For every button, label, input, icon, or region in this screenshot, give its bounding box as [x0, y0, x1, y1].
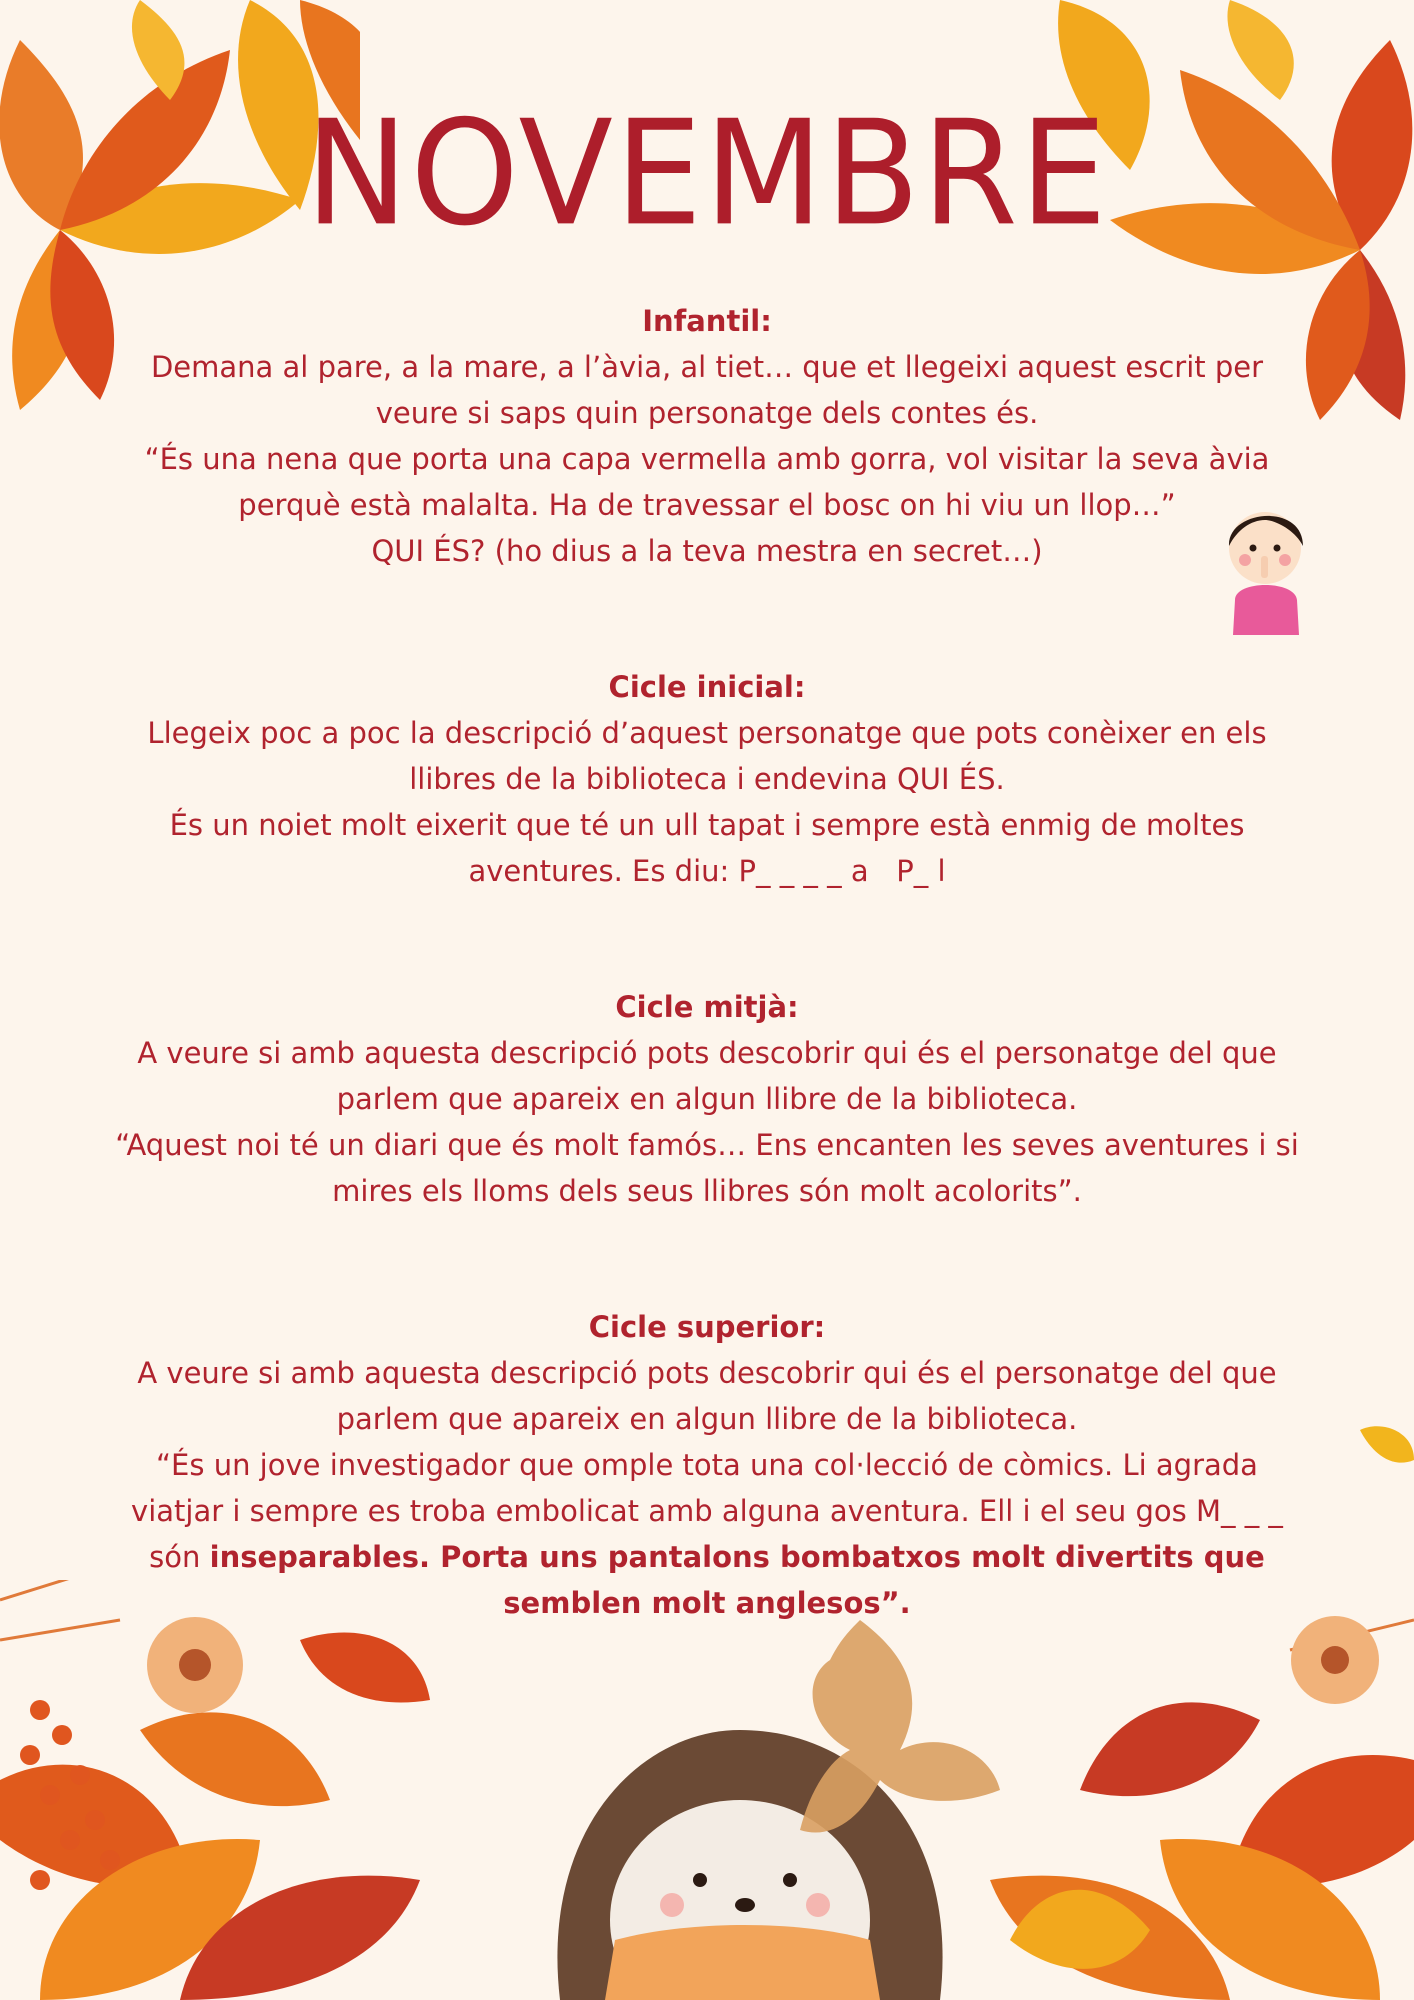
- section-line: llibres de la biblioteca i endevina QUI ÉS.: [409, 762, 1005, 796]
- section-line: aventures. Es diu: P_ _ _ _ a P_ l: [468, 854, 946, 888]
- yellow-leaf-decoration: [1360, 1420, 1414, 1480]
- section-cicle-superior: [80, 1304, 1334, 1626]
- section-line: parlem que apareix en algun llibre de la biblioteca.: [336, 1402, 1078, 1436]
- section-line: És un noiet molt eixerit que té un ull tapat i sempre està enmig de moltes: [169, 808, 1245, 842]
- section-line: perquè està malalta. Ha de travessar el bosc on hi viu un llop…”: [238, 488, 1176, 522]
- section-line-bold: semblen molt anglesos”.: [503, 1586, 911, 1620]
- section-line: mires els lloms dels seus llibres són molt acolorits”.: [332, 1174, 1082, 1208]
- section-line: viatjar i sempre es troba embolicat amb alguna aventura. Ell i el seu gos M_ _ _: [131, 1494, 1283, 1528]
- section-heading: Cicle inicial:: [608, 670, 806, 704]
- section-infantil: [80, 298, 1334, 574]
- section-line: [80, 1534, 1334, 1580]
- section-line: “Aquest noi té un diari que és molt famós… Ens encanten les seves aventures i si: [115, 1128, 1299, 1162]
- section-heading: Cicle mitjà:: [615, 990, 799, 1024]
- section-line: Llegeix poc a poc la descripció d’aquest personatge que pots conèixer en els: [147, 716, 1267, 750]
- girl-secret-illustration: [1215, 490, 1315, 635]
- section-line: “És una nena que porta una capa vermella amb gorra, vol visitar la seva àvia: [144, 442, 1270, 476]
- section-line: Demana al pare, a la mare, a l’àvia, al tiet… que et llegeixi aquest escrit per: [150, 350, 1264, 384]
- section-heading: Cicle superior:: [588, 1310, 826, 1344]
- section-line-bold: inseparables. Porta uns pantalons bombatxos molt divertits que: [209, 1540, 1265, 1574]
- autumn-foliage-bottom-decoration: [0, 1580, 1414, 2000]
- section-line: veure si saps quin personatge dels contes és.: [375, 396, 1039, 430]
- section-line-normal: són: [149, 1540, 210, 1574]
- page-title: NOVEMBRE: [305, 88, 1109, 258]
- section-cicle-inicial: [80, 664, 1334, 894]
- section-heading: Infantil:: [642, 304, 772, 338]
- section-line: A veure si amb aquesta descripció pots descobrir qui és el personatge del que: [137, 1036, 1277, 1070]
- section-line: parlem que apareix en algun llibre de la biblioteca.: [336, 1082, 1078, 1116]
- section-line: A veure si amb aquesta descripció pots descobrir qui és el personatge del que: [137, 1356, 1277, 1390]
- section-line: QUI ÉS? (ho dius a la teva mestra en secret…): [371, 534, 1043, 568]
- section-cicle-mitja: [80, 984, 1334, 1214]
- section-line: “És un jove investigador que omple tota una col·lecció de còmics. Li agrada: [156, 1448, 1258, 1482]
